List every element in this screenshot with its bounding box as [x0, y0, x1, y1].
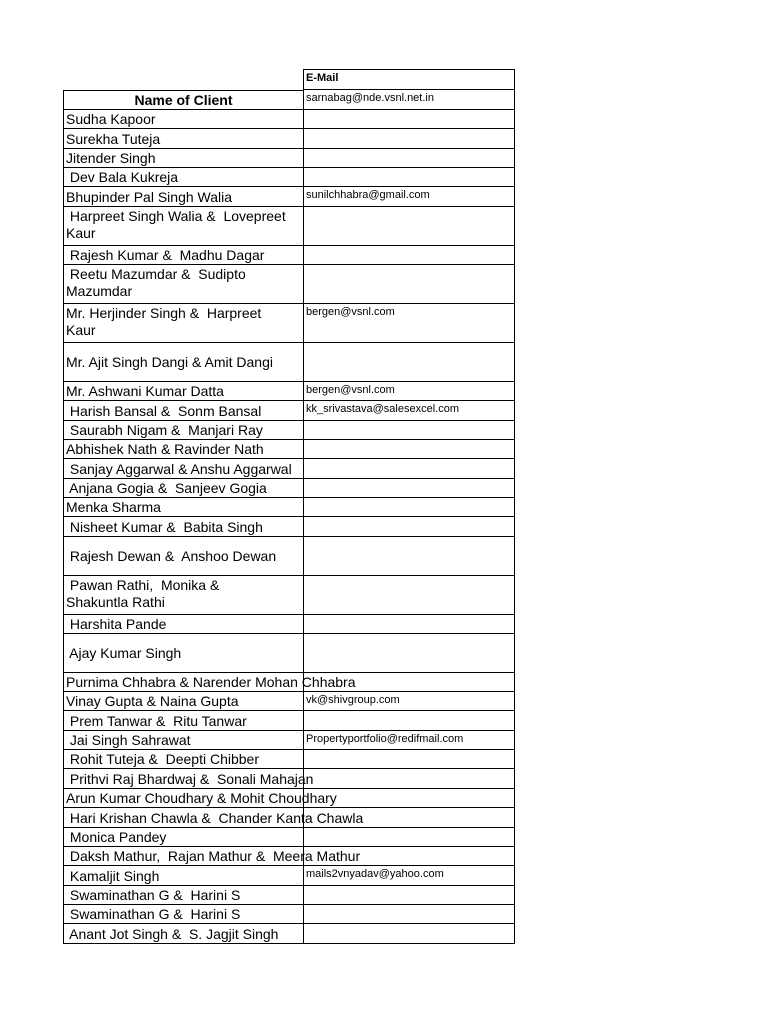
- email-cell: [303, 537, 515, 576]
- email-cell: [303, 886, 515, 905]
- table-header-row: [63, 90, 515, 110]
- email-cell: [303, 750, 515, 769]
- email-cell: [303, 517, 515, 537]
- client-name-cell: Ajay Kumar Singh: [63, 634, 303, 673]
- client-name-cell: Daksh Mathur, Rajan Mathur & Meera Mathur: [63, 847, 303, 866]
- client-email-table: [63, 69, 515, 944]
- table-row: [63, 517, 515, 537]
- table-row: [63, 421, 515, 440]
- client-name-cell: Harish Bansal & Sonm Bansal: [63, 401, 303, 421]
- table-row: [63, 207, 515, 246]
- client-name-cell: Harshita Pande: [63, 615, 303, 634]
- table-row: [63, 692, 515, 711]
- client-name-cell: Dev Bala Kukreja: [63, 168, 303, 187]
- table-row: [63, 498, 515, 517]
- client-name-cell: Abhishek Nath & Ravinder Nath: [63, 440, 303, 459]
- email-cell: [303, 828, 515, 847]
- table-row: [63, 537, 515, 576]
- table-row: [63, 187, 515, 207]
- table-title-row: [63, 69, 515, 90]
- table-row: [63, 673, 515, 692]
- email-cell: [303, 459, 515, 479]
- table-row: [63, 479, 515, 498]
- email-cell: vk@shivgroup.com: [303, 692, 515, 711]
- client-name-cell: Reetu Mazumdar & Sudipto Mazumdar: [63, 265, 303, 304]
- table-row: [63, 924, 515, 944]
- email-cell: bergen@vsnl.com: [303, 304, 515, 343]
- table-row: [63, 750, 515, 769]
- email-cell: [303, 924, 515, 944]
- table-row: [63, 401, 515, 421]
- client-name-cell: Anjana Gogia & Sanjeev Gogia: [63, 479, 303, 498]
- client-name-cell: Arun Kumar Choudhary & Mohit Choudhary: [63, 789, 303, 808]
- client-name-cell: Purnima Chhabra & Narender Mohan Chhabra: [63, 673, 303, 692]
- client-name-cell: Sudha Kapoor: [63, 110, 303, 129]
- email-cell: [303, 479, 515, 498]
- email-cell: [303, 129, 515, 149]
- table-row: [63, 576, 515, 615]
- table-row: [63, 304, 515, 343]
- email-cell: [303, 440, 515, 459]
- client-name-cell: Swaminathan G & Harini S: [63, 886, 303, 905]
- email-cell: kk_srivastava@salesexcel.com: [303, 401, 515, 421]
- email-cell: [303, 711, 515, 731]
- email-cell: [303, 265, 515, 304]
- email-cell: [303, 207, 515, 246]
- table-row: [63, 634, 515, 673]
- table-row: [63, 265, 515, 304]
- table-row: [63, 769, 515, 789]
- email-cell: [303, 498, 515, 517]
- client-name-cell: Nisheet Kumar & Babita Singh: [63, 517, 303, 537]
- client-name-cell: Menka Sharma: [63, 498, 303, 517]
- email-cell: [303, 168, 515, 187]
- email-cell: [303, 343, 515, 382]
- email-cell: [303, 246, 515, 265]
- client-name-cell: Monica Pandey: [63, 828, 303, 847]
- email-cell: [303, 769, 515, 789]
- client-name-cell: Jai Singh Sahrawat: [63, 731, 303, 750]
- table-row: [63, 847, 515, 866]
- email-cell: [303, 110, 515, 129]
- email-cell: [303, 615, 515, 634]
- table-row: [63, 149, 515, 168]
- client-name-cell: Hari Krishan Chawla & Chander Kanta Chawla: [63, 808, 303, 828]
- client-name-cell: Vinay Gupta & Naina Gupta: [63, 692, 303, 711]
- email-cell: [303, 634, 515, 673]
- table-row: [63, 110, 515, 129]
- blank-cell: [63, 69, 303, 90]
- table-row: [63, 168, 515, 187]
- email-cell: [303, 905, 515, 924]
- email-cell: mails2vnyadav@yahoo.com: [303, 866, 515, 886]
- table-row: [63, 789, 515, 808]
- email-cell: [303, 149, 515, 168]
- email-cell: [303, 576, 515, 615]
- email-cell: sarnabag@nde.vsnl.net.in: [303, 90, 515, 110]
- table-row: [63, 731, 515, 750]
- table-row: [63, 129, 515, 149]
- client-name-cell: Sanjay Aggarwal & Anshu Aggarwal: [63, 459, 303, 479]
- email-cell: Propertyportfolio@redifmail.com: [303, 731, 515, 750]
- client-name-cell: Mr. Ashwani Kumar Datta: [63, 382, 303, 401]
- client-name-cell: Harpreet Singh Walia & Lovepreet Kaur: [63, 207, 303, 246]
- client-name-cell: Bhupinder Pal Singh Walia: [63, 187, 303, 207]
- name-column-header: Name of Client: [63, 90, 303, 110]
- table-row: [63, 886, 515, 905]
- table-row: [63, 905, 515, 924]
- client-name-cell: Swaminathan G & Harini S: [63, 905, 303, 924]
- client-name-cell: Prithvi Raj Bhardwaj & Sonali Mahajan: [63, 769, 303, 789]
- client-name-cell: Surekha Tuteja: [63, 129, 303, 149]
- client-name-cell: Prem Tanwar & Ritu Tanwar: [63, 711, 303, 731]
- client-name-cell: Kamaljit Singh: [63, 866, 303, 886]
- table-row: [63, 343, 515, 382]
- client-name-cell: Rajesh Kumar & Madhu Dagar: [63, 246, 303, 265]
- client-name-cell: Mr. Herjinder Singh & Harpreet Kaur: [63, 304, 303, 343]
- client-name-cell: Anant Jot Singh & S. Jagjit Singh: [63, 924, 303, 944]
- table-row: [63, 828, 515, 847]
- email-cell: sunilchhabra@gmail.com: [303, 187, 515, 207]
- client-name-cell: Saurabh Nigam & Manjari Ray: [63, 421, 303, 440]
- table-row: [63, 808, 515, 828]
- table-row: [63, 382, 515, 401]
- table-row: [63, 866, 515, 886]
- client-name-cell: Jitender Singh: [63, 149, 303, 168]
- table-body: [63, 110, 515, 944]
- table-row: [63, 615, 515, 634]
- client-name-cell: Pawan Rathi, Monika & Shakuntla Rathi: [63, 576, 303, 615]
- table-row: [63, 459, 515, 479]
- client-name-cell: Rohit Tuteja & Deepti Chibber: [63, 750, 303, 769]
- table-row: [63, 711, 515, 731]
- client-name-cell: Rajesh Dewan & Anshoo Dewan: [63, 537, 303, 576]
- client-name-cell: Mr. Ajit Singh Dangi & Amit Dangi: [63, 343, 303, 382]
- email-cell: [303, 421, 515, 440]
- email-column-header: E-Mail: [303, 69, 515, 90]
- email-cell: bergen@vsnl.com: [303, 382, 515, 401]
- table-row: [63, 440, 515, 459]
- table-row: [63, 246, 515, 265]
